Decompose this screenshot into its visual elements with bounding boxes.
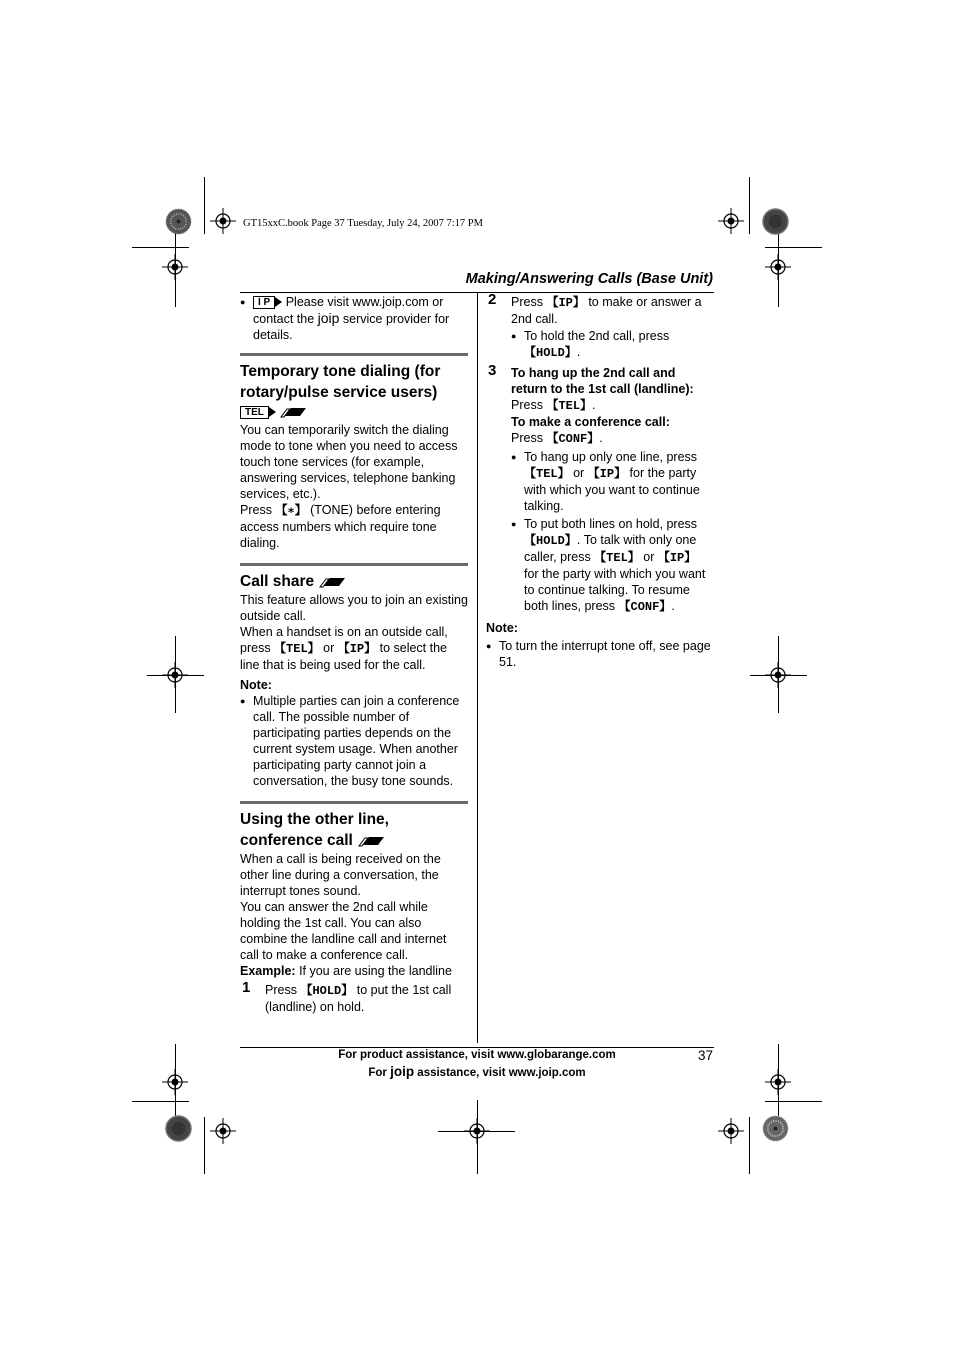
conference-heading: To make a conference call: — [511, 415, 670, 429]
crop-line — [749, 177, 750, 234]
step-3: 3 To hang up the 2nd call and return to the 1st call (landline): — [488, 362, 694, 396]
registration-mark-icon — [210, 1118, 236, 1144]
color-wheel-icon — [762, 208, 789, 235]
note-bullet: ● Multiple parties can join a conference call. The possible number of participating parties depends on the current system usage. When another participating party cannot join a conversation, the busy tone sounds. — [240, 693, 468, 789]
ip-key: 【IP】 — [657, 551, 697, 565]
hangup-bullet: ● To hang up only one line, press 【TEL】 or 【IP】 for the party with which you want to continue talking. — [511, 449, 714, 514]
other-paragraph: When a call is being received on the other line during a conversation, the interrupt tones sound. — [240, 852, 441, 898]
column-divider — [477, 293, 478, 1043]
registration-mark-icon — [718, 208, 744, 234]
tel-key: 【TEL】 — [274, 642, 320, 656]
crop-line — [765, 1101, 822, 1102]
mode-indicators — [240, 404, 468, 420]
brand-joip: joip — [390, 1064, 415, 1079]
color-wheel-icon — [165, 1115, 192, 1142]
share-press-paragraph: When a handset is on an outside call, press 【TEL】 or 【IP】 to select the line that is being used for the call. — [240, 625, 448, 672]
crop-line — [765, 247, 822, 248]
crop-line — [175, 230, 176, 307]
print-header: GT15xxC.book Page 37 Tuesday, July 24, 2007 7:17 PM — [243, 218, 483, 229]
registration-mark-icon — [718, 1118, 744, 1144]
tel-key: 【TEL】 — [594, 551, 640, 565]
crop-line — [749, 1117, 750, 1174]
page-number: 37 — [697, 1048, 713, 1063]
step-number: 1 — [242, 979, 251, 996]
tone-paragraph: You can temporarily switch the dialing mode to tone when you need to access touch tone services (for example, answering services, telephone banking services, etc.). — [240, 423, 458, 501]
conf-key: 【CONF】 — [618, 600, 672, 614]
crop-line — [778, 1044, 779, 1121]
share-paragraph: This feature allows you to join an existing outside call. — [240, 593, 468, 623]
tel-key: 【TEL】 — [524, 467, 570, 481]
hold-both-bullet: ● To put both lines on hold, press 【HOLD】. To talk with only one caller, press 【TEL】 or 【IP】 for the party with which you want to continue talking. To resume both lines, press 【CONF】. — [511, 516, 714, 615]
section-title: Call share — [240, 571, 468, 592]
step-number: 3 — [488, 362, 497, 379]
hold-key: 【HOLD】 — [524, 534, 577, 548]
ip-bullet: ● I P Please visit www.joip.com or contact the joip service provider for details. — [240, 294, 468, 343]
footer-rule — [240, 1047, 714, 1048]
right-column — [486, 293, 714, 670]
section-title: Using the other line, conference call — [240, 811, 389, 849]
step-2-sub — [486, 328, 714, 361]
hold-key: 【HOLD】 — [524, 346, 577, 360]
section-other-line — [240, 801, 468, 1015]
crop-line — [477, 1100, 478, 1174]
registration-mark-icon — [210, 208, 236, 234]
handset-icon — [318, 576, 346, 588]
hold-key: 【HOLD】 — [300, 984, 354, 998]
crop-line — [778, 230, 779, 307]
conf-key: 【CONF】 — [546, 432, 600, 446]
ip-key: 【IP】 — [337, 642, 377, 656]
press-conf-line: Press 【CONF】. — [511, 431, 603, 446]
footer-line-2: For joip assistance, visit www.joip.com — [368, 1064, 586, 1079]
hold-bullet: ● To hold the 2nd call, press 【HOLD】. — [511, 328, 714, 361]
section-title: Temporary tone dialing (for rotary/pulse service users) — [240, 363, 441, 401]
triangle-right-icon — [269, 407, 276, 417]
crop-line — [204, 1117, 205, 1174]
ip-key: 【IP】 — [546, 296, 585, 310]
note-bullet: ● To turn the interrupt tone off, see page 51. — [486, 638, 714, 670]
tel-badge: TEL — [240, 406, 269, 419]
crop-line — [778, 636, 779, 713]
crop-line — [175, 636, 176, 713]
left-column — [240, 293, 468, 1015]
section-call-share — [240, 563, 468, 789]
step-2: 2 Press 【IP】 to make or answer a 2nd call. — [488, 291, 702, 326]
step-1: 1 Press 【HOLD】 to put the 1st call (landline) on hold. — [242, 979, 452, 1014]
step-number: 2 — [488, 291, 497, 308]
brand-joip: joip — [317, 310, 340, 326]
tel-key: 【TEL】 — [546, 399, 593, 413]
note-label: Note: — [486, 621, 518, 635]
crop-line — [132, 247, 189, 248]
handset-icon — [357, 835, 385, 847]
handset-icon — [279, 406, 307, 418]
section-tone-dialing — [240, 353, 468, 551]
crop-line — [175, 1044, 176, 1121]
footer-line-1: For product assistance, visit www.globarange.com — [338, 1049, 616, 1061]
color-wheel-icon — [762, 1115, 789, 1142]
ip-key: 【IP】 — [587, 467, 627, 481]
other-paragraph-2: You can answer the 2nd call while holding the 1st call. You can also combine the landline call and internet call to make a conference call. — [240, 900, 447, 962]
tone-press-paragraph: Press 【∗】 (TONE) before entering access numbers which require tone dialing. — [240, 503, 441, 550]
example-line: Example: If you are using the landline — [240, 964, 452, 978]
running-head: Making/Answering Calls (Base Unit) — [465, 271, 713, 287]
star-key: 【∗】 — [275, 504, 307, 518]
note-label: Note: — [240, 678, 272, 692]
color-wheel-icon — [165, 208, 192, 235]
step-3-sub — [486, 397, 714, 615]
crop-line — [132, 1101, 189, 1102]
crop-line — [204, 177, 205, 234]
ip-badge: I P — [253, 296, 275, 309]
press-tel-line: Press 【TEL】. — [511, 398, 596, 413]
